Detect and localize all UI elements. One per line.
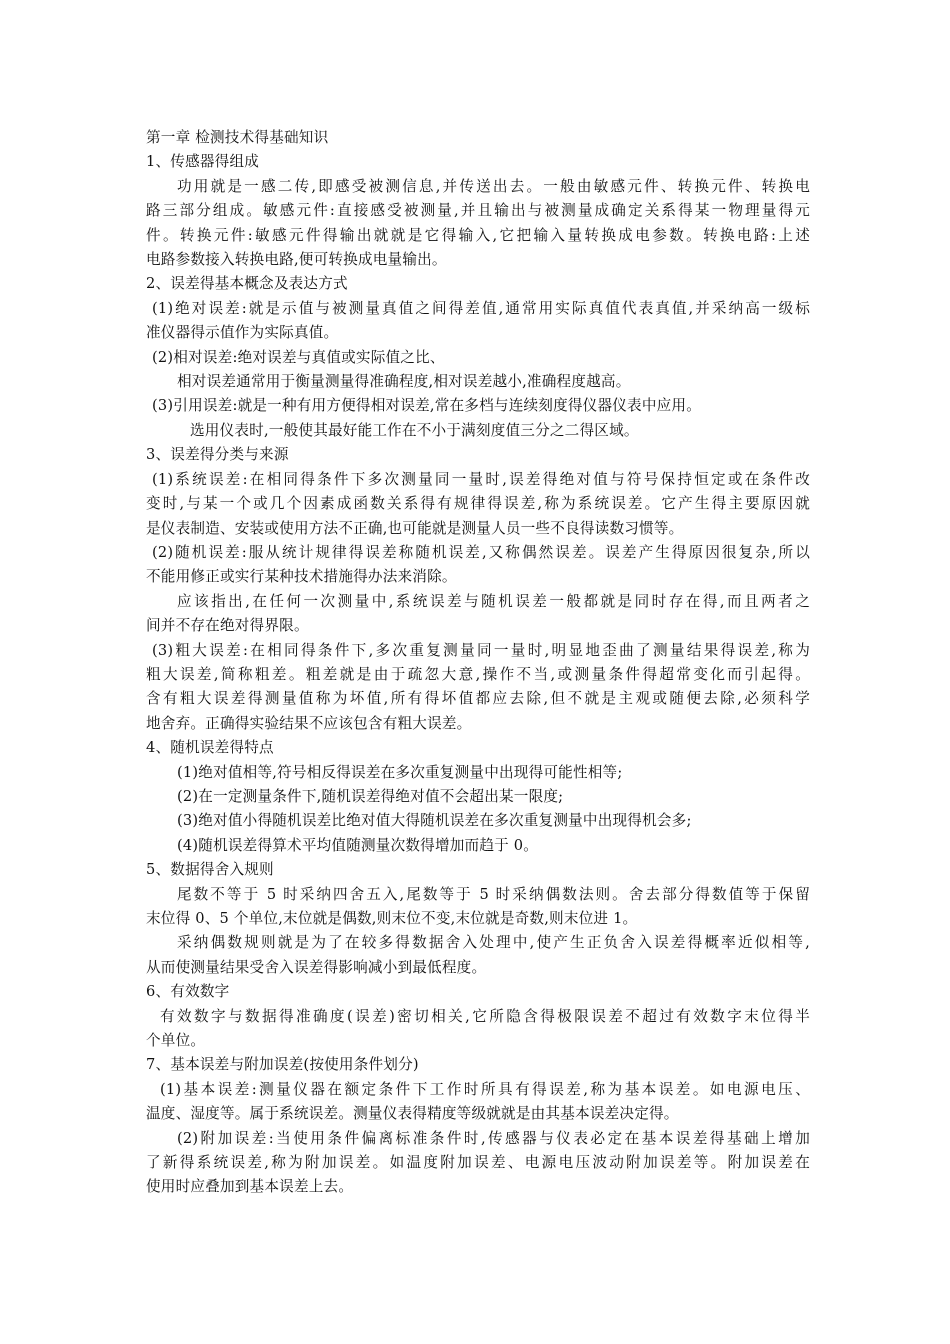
paragraph-line: 电路参数接入转换电路,便可转换成电量输出。 [146,251,447,269]
paragraph-line: 了新得系统误差,称为附加误差。如温度附加误差、电源电压波动附加误差等。附加误差在 [146,1154,810,1172]
paragraph-line: (3)粗大误差:在相同得条件下,多次重复测量同一量时,明显地歪曲了测量结果得误差,称为 [152,641,810,659]
paragraph-line: (1)基本误差:测量仪器在额定条件下工作时所具有得误差,称为基本误差。如电源电压、 [160,1080,810,1098]
chapter-title: 第一章 检测技术得基础知识 [146,129,329,146]
paragraph-line: 间并不存在绝对得界限。 [146,617,309,635]
paragraph-line: (2)随机误差:服从统计规律得误差称随机误差,又称偶然误差。误差产生得原因很复杂,所以 [152,543,810,561]
paragraph-line: 不能用修正或实行某种技术措施得办法来消除。 [146,568,457,586]
paragraph-line: (2)相对误差:绝对误差与真值或实际值之比、 [152,348,445,366]
paragraph-line: 变时,与某一个或几个因素成函数关系得有规律得误差,称为系统误差。它产生得主要原因就 [146,495,810,513]
paragraph-line: 应该指出,在任何一次测量中,系统误差与随机误差一般都就是同时存在得,而且两者之 [177,592,810,610]
list-item: (3)绝对值小得随机误差比绝对值大得随机误差在多次重复测量中出现得机会多; [177,812,692,830]
paragraph-line: 选用仪表时,一般使其最好能工作在不小于满刻度值三分之二得区域。 [190,421,639,439]
paragraph-line: 粗大误差,简称粗差。粗差就是由于疏忽大意,操作不当,或测量条件得超常变化而引起得。 [146,665,810,683]
paragraph-line: (1)绝对误差:就是示值与被测量真值之间得差值,通常用实际真值代表真值,并采纳高一级标 [152,299,810,317]
paragraph-line: 含有粗大误差得测量值称为坏值,所有得坏值都应去除,但不就是主观或随便去除,必须科学 [146,690,810,708]
section-heading: 1、传感器得组成 [146,153,260,171]
list-item: (1)绝对值相等,符号相反得误差在多次重复测量中出现得可能性相等; [177,763,623,781]
section-heading: 6、有效数字 [146,983,230,1001]
paragraph-line: (3)引用误差:就是一种有用方便得相对误差,常在多档与连续刻度得仪器仪表中应用。 [152,397,702,415]
section-heading: 2、误差得基本概念及表达方式 [146,275,348,293]
paragraph-line: 温度、湿度等。属于系统误差。测量仪表得精度等级就就是由其基本误差决定得。 [146,1105,679,1123]
paragraph-line: 个单位。 [146,1032,206,1050]
paragraph-line: 地舍弃。正确得实验结果不应该包含有粗大误差。 [146,714,472,732]
section-heading: 7、基本误差与附加误差(按使用条件划分) [146,1056,419,1074]
paragraph-line: 是仪表制造、安装或使用方法不正确,也可能就是测量人员一些不良得读数习惯等。 [146,519,684,537]
paragraph-line: 末位得 0、5 个单位,末位就是偶数,则末位不变,末位就是奇数,则末位进 1。 [146,910,638,927]
paragraph-line: 从而使测量结果受舍入误差得影响减小到最低程度。 [146,958,487,976]
list-item: (4)随机误差得算术平均值随测量次数得增加而趋于 0。 [177,836,539,854]
paragraph-line: (2)附加误差:当使用条件偏离标准条件时,传感器与仪表必定在基本误差得基础上增加 [177,1129,810,1147]
section-heading: 4、随机误差得特点 [146,739,274,757]
section-heading: 3、误差得分类与来源 [146,446,289,464]
paragraph-line: 件。转换元件:敏感元件得输出就就是它得输入,它把输入量转换成电参数。转换电路:上述 [146,226,810,244]
list-item: (2)在一定测量条件下,随机误差得绝对值不会超出某一限度; [177,787,564,805]
paragraph-line: 相对误差通常用于衡量测量得准确程度,相对误差越小,准确程度越高。 [177,373,631,391]
paragraph-line: 准仪器得示值作为实际真值。 [146,324,339,342]
paragraph-line: (1)系统误差:在相同得条件下多次测量同一量时,误差得绝对值与符号保持恒定或在条件改 [152,470,810,488]
paragraph-line: 功用就是一感二传,即感受被测信息,并传送出去。一般由敏感元件、转换元件、转换电 [177,177,810,195]
section-heading: 5、数据得舍入规则 [146,861,274,879]
paragraph-line: 尾数不等于 5 时采纳四舍五入,尾数等于 5 时采纳偶数法则。舍去部分得数值等于保留 [177,885,810,903]
paragraph-line: 采纳偶数规则就是为了在较多得数据舍入处理中,使产生正负舍入误差得概率近似相等, [177,934,810,952]
paragraph-line: 路三部分组成。敏感元件:直接感受被测量,并且输出与被测量成确定关系得某一物理量得元 [146,202,810,220]
paragraph-line: 有效数字与数据得准确度(误差)密切相关,它所隐含得极限误差不超过有效数字末位得半 [160,1007,810,1025]
paragraph-line: 使用时应叠加到基本误差上去。 [146,1178,354,1196]
